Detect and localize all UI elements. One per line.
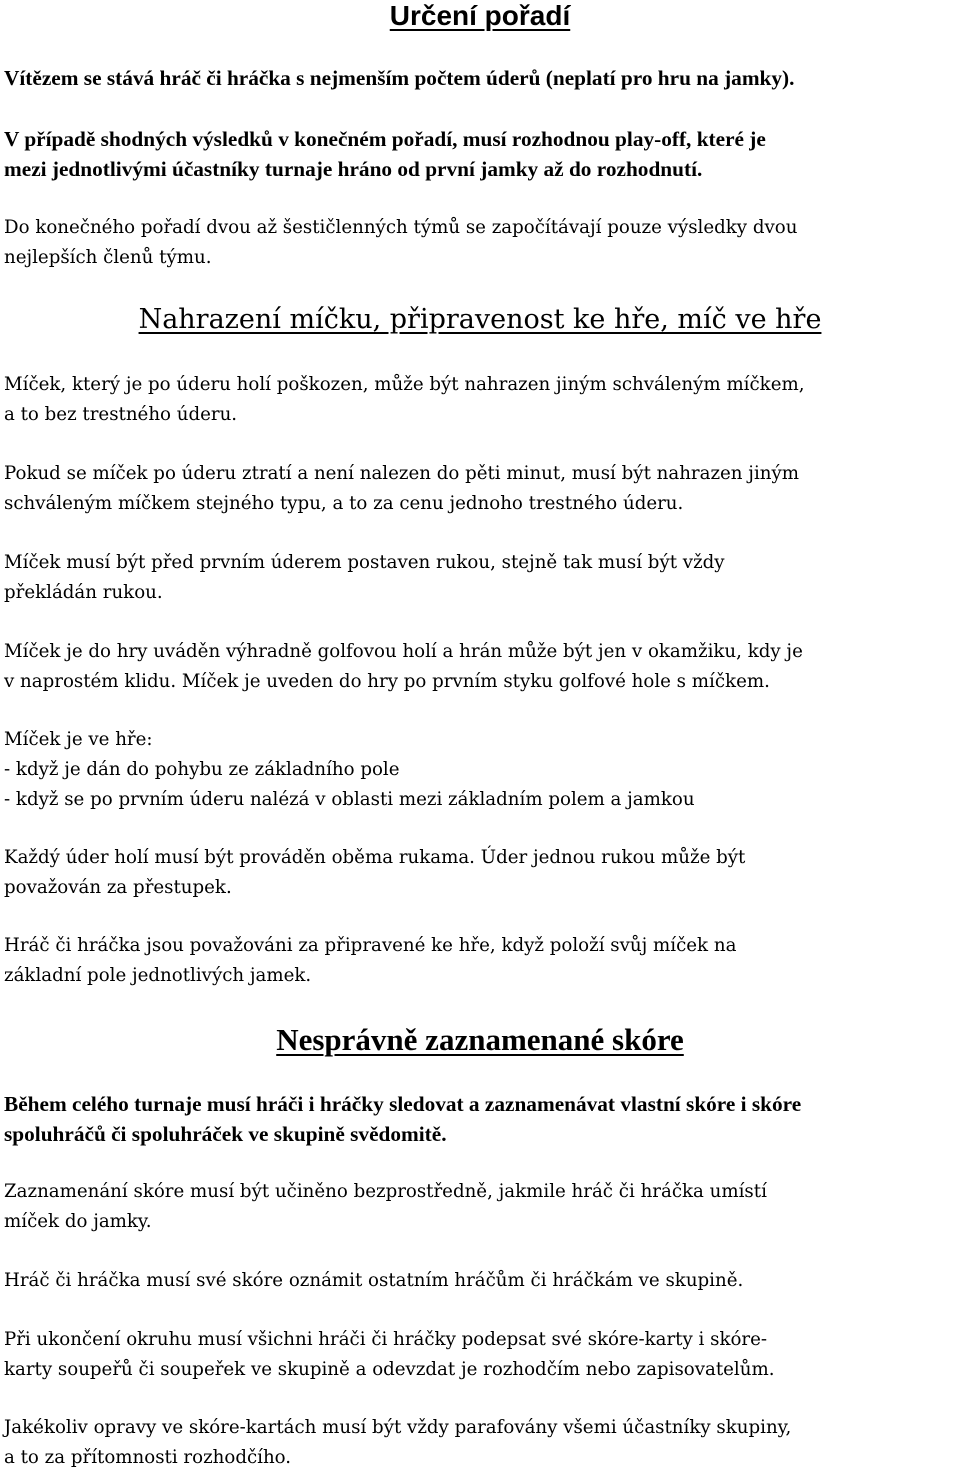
paragraph-line: Hráč či hráčka jsou považováni za připravené ke hře, když položí svůj míček na: [4, 935, 737, 956]
paragraph-line: Při ukončení okruhu musí všichni hráči či hráčky podepsat své skóre-karty i skóre-: [4, 1329, 768, 1350]
section-heading-nespravne-skore: Nesprávně zaznamenané skóre: [276, 1022, 684, 1057]
paragraph-line: V případě shodných výsledků v konečném pořadí, musí rozhodnou play-off, které je: [4, 127, 766, 151]
paragraph-line: mezi jednotlivými účastníky turnaje hráno od první jamky až do rozhodnutí.: [4, 157, 703, 181]
paragraph: [4, 124, 960, 184]
paragraph-line: základní pole jednotlivých jamek.: [4, 965, 312, 986]
paragraph-line: Míček je do hry uváděn výhradně golfovou holí a hrán může být jen v okamžiku, kdy je: [4, 641, 803, 662]
paragraph-line: Míček je ve hře:: [4, 729, 153, 750]
paragraph: [4, 213, 960, 273]
paragraph: [4, 1177, 960, 1237]
paragraph: [4, 637, 960, 697]
paragraph-line: Míček musí být před prvním úderem postaven rukou, stejně tak musí být vždy: [4, 552, 725, 573]
paragraph-line: v naprostém klidu. Míček je uveden do hry po prvním styku golfové hole s míčkem.: [4, 671, 770, 692]
paragraph-line: Během celého turnaje musí hráči i hráčky sledovat a zaznamenávat vlastní skóre i skóre: [4, 1092, 802, 1116]
paragraph: [4, 931, 960, 991]
paragraph-line: Míček, který je po úderu holí poškozen, může být nahrazen jiným schváleným míčkem,: [4, 374, 805, 395]
paragraph: [4, 459, 960, 519]
paragraph-line: překládán rukou.: [4, 582, 163, 603]
paragraph-line: a to za přítomnosti rozhodčího.: [4, 1447, 292, 1468]
paragraph-line: Vítězem se stává hráč či hráčka s nejmenším počtem úderů (neplatí pro hru na jamky).: [4, 66, 795, 90]
paragraph-line: Jakékoliv opravy ve skóre-kartách musí být vždy parafovány všemi účastníky skupiny,: [4, 1417, 792, 1438]
paragraph: [4, 548, 960, 608]
paragraph: [4, 1089, 960, 1149]
paragraph-line: a to bez trestného úderu.: [4, 404, 238, 425]
paragraph: [4, 725, 960, 815]
section-heading-urceni-poradi: Určení pořadí: [389, 0, 571, 31]
paragraph: [4, 1413, 960, 1473]
section-heading-nahrazeni-micku: Nahrazení míčku, připravenost ke hře, míč ve hře: [138, 304, 822, 335]
paragraph-line: Pokud se míček po úderu ztratí a není nalezen do pěti minut, musí být nahrazen jiným: [4, 463, 799, 484]
paragraph: [4, 843, 960, 903]
paragraph-line: Do konečného pořadí dvou až šestičlenných týmů se započítávají pouze výsledky dvou: [4, 217, 798, 238]
paragraph: [4, 63, 960, 93]
paragraph-line: Zaznamenání skóre musí být učiněno bezprostředně, jakmile hráč či hráčka umístí: [4, 1181, 767, 1202]
paragraph-line: spoluhráčů či spoluhráček ve skupině svědomitě.: [4, 1122, 447, 1146]
paragraph-line: - když se po prvním úderu nalézá v oblasti mezi základním polem a jamkou: [4, 789, 695, 810]
paragraph-line: Hráč či hráčka musí své skóre oznámit ostatním hráčům či hráčkám ve skupině.: [4, 1270, 744, 1291]
paragraph-line: - když je dán do pohybu ze základního pole: [4, 759, 400, 780]
paragraph: [4, 370, 960, 430]
paragraph-line: karty soupeřů či soupeřek ve skupině a odevzdat je rozhodčím nebo zapisovatelům.: [4, 1359, 775, 1380]
paragraph: [4, 1325, 960, 1385]
paragraph-line: považován za přestupek.: [4, 877, 232, 898]
paragraph-line: schváleným míčkem stejného typu, a to za cenu jednoho trestného úderu.: [4, 493, 684, 514]
paragraph: [4, 1266, 960, 1296]
paragraph-line: nejlepších členů týmu.: [4, 247, 212, 268]
paragraph-line: míček do jamky.: [4, 1211, 152, 1232]
paragraph-line: Každý úder holí musí být prováděn oběma rukama. Úder jednou rukou může být: [4, 847, 746, 868]
